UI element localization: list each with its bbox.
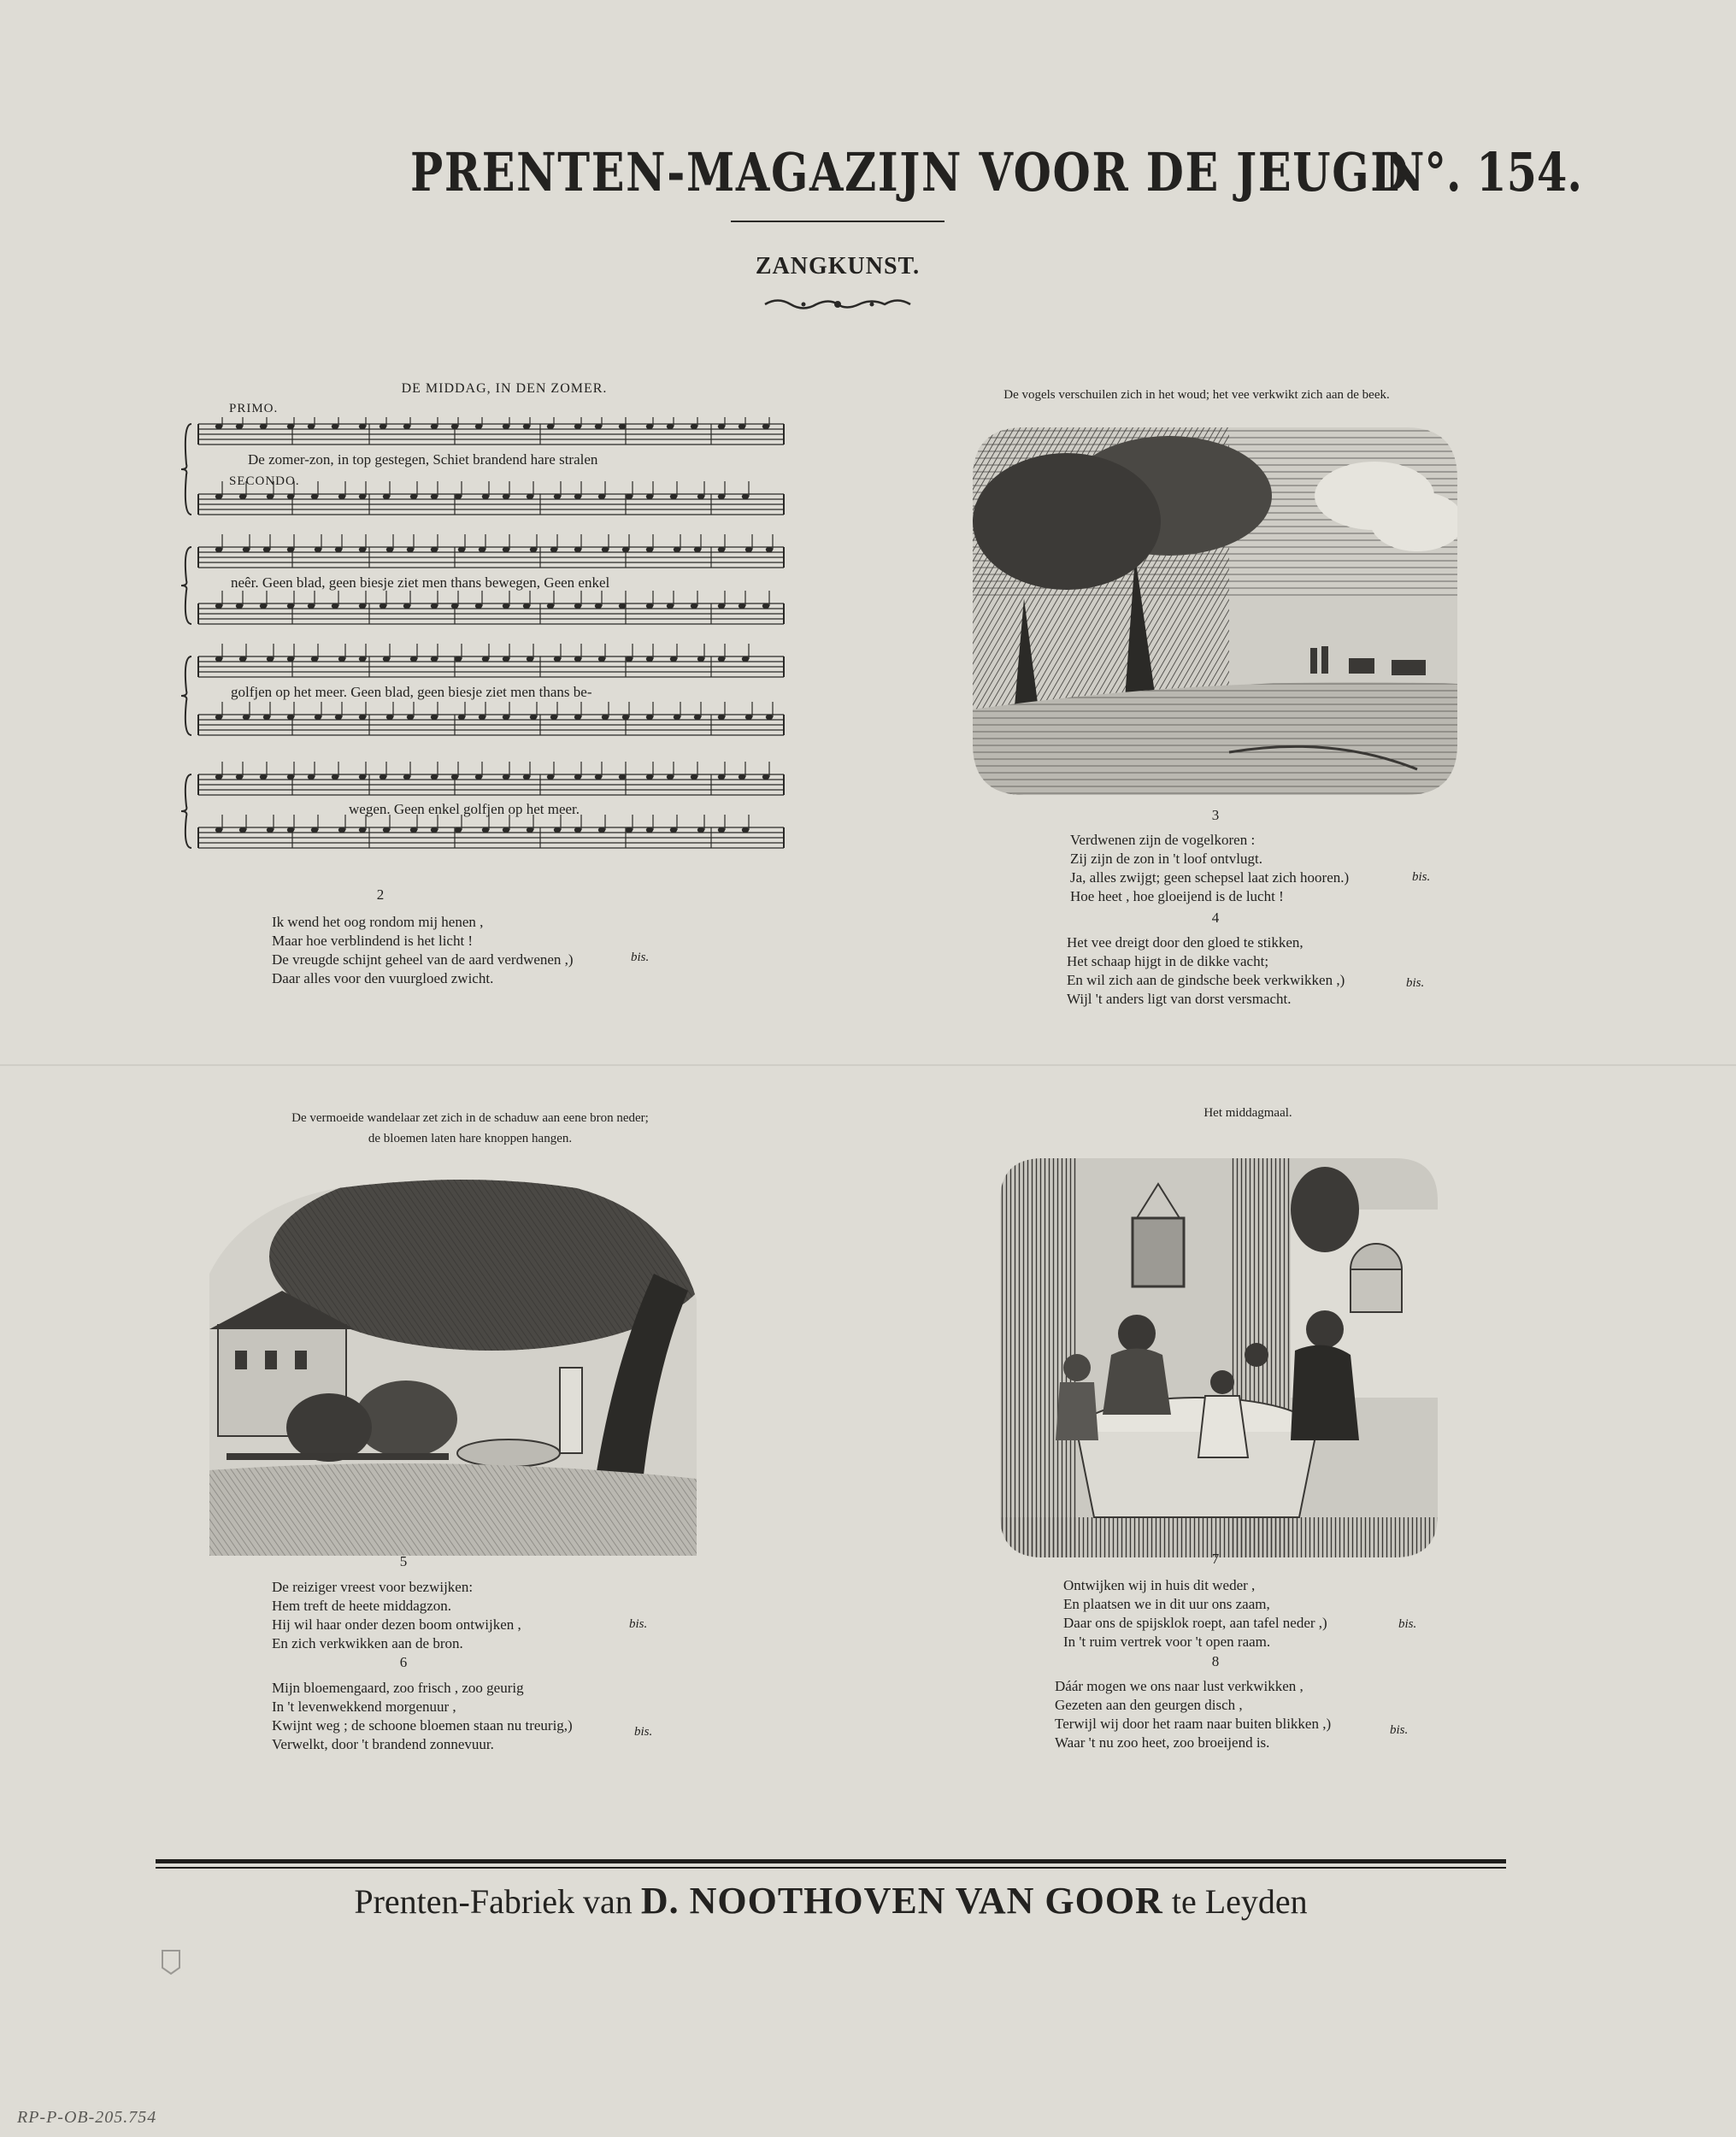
- footer-rule-thick: [156, 1859, 1506, 1863]
- footer-rule-thin: [156, 1867, 1506, 1869]
- lyric-line-4: wegen. Geen enkel golfjen op het meer.: [349, 801, 580, 817]
- lyric-line-2: neêr. Geen blad, geen biesje ziet men thans bewegen, Geen enkel: [231, 574, 610, 591]
- collection-stamp: [159, 1947, 183, 1976]
- caption-midday-meal: Het middagmaal.: [1203, 1106, 1292, 1120]
- voice-primo-label: PRIMO.: [229, 402, 279, 415]
- stanza-number: 8: [1211, 1653, 1220, 1669]
- lyric-line-3: golfjen op het meer. Geen blad, geen biesje ziet men thans be-: [231, 684, 592, 700]
- bis-mark: bis.: [1398, 1617, 1417, 1631]
- stanza-number: 3: [1211, 807, 1220, 823]
- imprint-prefix: Prenten-Fabriek van: [354, 1882, 641, 1921]
- bis-mark: bis.: [631, 951, 650, 964]
- voice-secondo-label: SECONDO.: [229, 474, 300, 488]
- section-subtitle: ZANGKUNST.: [755, 253, 921, 280]
- stanza-number: 7: [1211, 1551, 1220, 1567]
- imprint-place: te Leyden: [1162, 1882, 1308, 1921]
- stanza-8: Dáár mogen we ons naar lust verkwikken , Gezeten aan den geurgen disch , Terwijl wij door het raam naar buiten blikken ,) Waar 't nu zoo heet, zoo broeijend is.: [1055, 1678, 1332, 1751]
- stanza-number: 2: [376, 886, 385, 903]
- stanza-4: Het vee dreigt door den gloed te stikken, Het schaap hijgt in de dikke vacht; En wil zich aan de gindsche beek verkwikken ,) Wijl 't anders ligt van dorst versmacht.: [1067, 934, 1345, 1007]
- caption-wanderer-line-2: de bloemen laten hare knoppen hangen.: [368, 1132, 573, 1145]
- ornament-flourish: [761, 295, 915, 314]
- stanza-5: De reiziger vreest voor bezwijken: Hem treft de heete middagzon. Hij wil haar onder dezen boom ontwijken , En zich verkwikken aan de bron.: [272, 1579, 521, 1651]
- publisher-name: D. NOOTHOVEN VAN GOOR: [640, 1880, 1163, 1922]
- stanza-number: 5: [399, 1553, 408, 1569]
- stanza-7: Ontwijken wij in huis dit weder , En plaatsen we in dit uur ons zaam, Daar ons de spijsklok roept, aan tafel neder ,) In 't ruim vertrek voor 't open raam.: [1063, 1577, 1327, 1650]
- title-rule: [731, 221, 945, 222]
- lyric-line-1: De zomer-zon, in top gestegen, Schiet brandend hare stralen: [248, 451, 598, 468]
- stanza-number: 6: [399, 1654, 408, 1670]
- inventory-mark: RP-P-OB-205.754: [17, 2108, 157, 2127]
- bis-mark: bis.: [1390, 1723, 1409, 1737]
- bis-mark: bis.: [629, 1617, 648, 1631]
- bis-mark: bis.: [634, 1725, 653, 1739]
- bis-mark: bis.: [1412, 870, 1431, 884]
- song-title: DE MIDDAG, IN DEN ZOMER.: [401, 381, 608, 396]
- publisher-imprint: [156, 1879, 1506, 1922]
- stanza-2: Ik wend het oog rondom mij henen , Maar hoe verblindend is het licht ! De vreugde schijnt geheel van de aard verdwenen ,) Daar alles voor den vuurgloed zwicht.: [272, 914, 574, 986]
- stanza-3: Verdwenen zijn de vogelkoren : Zij zijn de zon in 't loof ontvlugt. Ja, alles zwijgt; geen schepsel laat zich hooren.) Hoe heet , hoe gloeijend is de lucht !: [1070, 832, 1350, 904]
- illustration-midday-meal: [1000, 1158, 1438, 1557]
- bis-mark: bis.: [1406, 976, 1425, 990]
- illustration-forest-cattle: [973, 427, 1457, 795]
- paper-fold: [0, 1064, 1736, 1066]
- stanza-6: Mijn bloemengaard, zoo frisch , zoo geurig In 't levenwekkend morgenuur , Kwijnt weg ; de schoone bloemen staan nu treurig,) Verwelkt, door 't brandend zonnevuur.: [272, 1680, 573, 1752]
- caption-birds-cattle: De vogels verschuilen zich in het woud; het vee verkwikt zich aan de beek.: [1003, 388, 1390, 402]
- stanza-number: 4: [1211, 910, 1220, 926]
- caption-wanderer-line-1: De vermoeide wandelaar zet zich in de schaduw aan eene bron neder;: [291, 1111, 649, 1125]
- illustration-fountain-garden: [209, 1171, 697, 1556]
- music-score: [181, 417, 788, 862]
- issue-number: N°. 154.: [1385, 141, 1583, 203]
- magazine-title: PRENTEN-MAGAZIJN VOOR DE JEUGD: [410, 141, 1410, 203]
